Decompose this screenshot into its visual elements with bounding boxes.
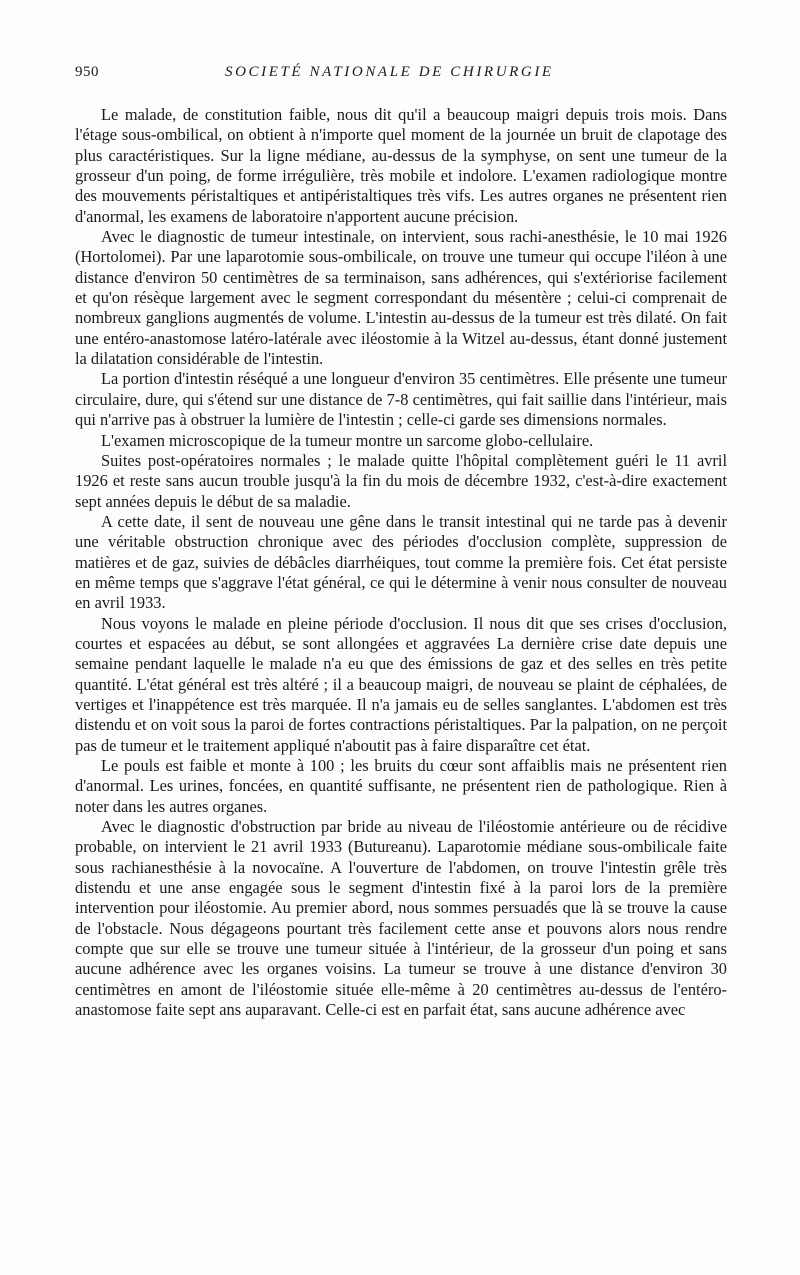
article-body (75, 105, 727, 1020)
paragraph: Le malade, de constitution faible, nous dit qu'il a beaucoup maigri depuis trois mois. Dans l'étage sous-ombilical, on obtient à n'importe quel moment de la journée un bruit de clapotage des plus caractéristiques. Sur la ligne médiane, au-dessus de la symphyse, on sent une tumeur de la grosseur d'un poing, de forme irrégulière, très mobile et indolore. L'examen radiologique montre des mouvements péristaltiques et antipéristaltiques très vifs. Les autres organes ne présentent rien d'anormal, les examens de laboratoire n'apportent aucune précision. (75, 105, 727, 226)
paragraph: A cette date, il sent de nouveau une gêne dans le transit intestinal qui ne tarde pas à devenir une véritable obstruction chronique avec des périodes d'occlusion complète, suppression de matières et de gaz, suivies de débâcles diarrhéiques, tout comme la première fois. Cet état persiste en même temps que s'aggrave l'état général, ce qui le détermine à venir nous consulter de nouveau en avril 1933. (75, 511, 727, 613)
page-number: 950 (75, 64, 99, 80)
paragraph: La portion d'intestin réséqué a une longueur d'environ 35 centimètres. Elle présente une tumeur circulaire, dure, qui s'étend sur une distance de 7-8 centimètres, qui fait saillie dans l'intérieur, mais qui n'arrive pas à obstruer la lumière de l'intestin ; celle-ci garde ses dimensions normales. (75, 369, 727, 430)
paragraph: Suites post-opératoires normales ; le malade quitte l'hôpital complètement guéri le 11 avril 1926 et reste sans aucun trouble jusqu'à la fin du mois de décembre 1932, c'est-à-dire exactement sept années depuis le début de sa maladie. (75, 450, 727, 511)
paragraph: Avec le diagnostic d'obstruction par bride au niveau de l'iléostomie antérieure ou de récidive probable, on intervient le 21 avril 1933 (Butureanu). Laparotomie médiane sous-ombilicale faite sous rachianesthésie à la novocaïne. A l'ouverture de l'abdomen, on trouve l'intestin grêle très distendu et une anse engagée sous le segment d'intestin fixé à la paroi lors de la première intervention pour iléostomie. Au premier abord, nous sommes persuadés que là se trouve la cause de l'obstacle. Nous dégageons pourtant très facilement cette anse et pouvons alors nous rendre compte que sur elle se trouve une tumeur située à l'intérieur, de la grosseur d'un poing et sans aucune adhérence avec les organes voisins. La tumeur se trouve à une distance d'environ 30 centimètres en amont de l'iléostomie située elle-même à 20 centimètres au-dessus de l'entéro-anastomose faite sept ans auparavant. Celle-ci est en parfait état, sans aucune adhérence avec (75, 817, 727, 1020)
paragraph: Nous voyons le malade en pleine période d'occlusion. Il nous dit que ses crises d'occlusion, courtes et espacées au début, se sont allongées et aggravées La dernière crise date depuis une semaine pendant laquelle le malade n'a eu que des émissions de gaz et des selles en très petite quantité. L'état général est très altéré ; il a beaucoup maigri, de nouveau se plaint de céphalées, de vertiges et l'inappétence est très marquée. Il n'a jamais eu de selles sanglantes. L'abdomen est très distendu et on voit sous la paroi de fortes contractions péristaltiques. Par la palpation, on ne perçoit pas de tumeur et le traitement appliqué n'aboutit pas à faire disparaître cet état. (75, 613, 727, 755)
paragraph: L'examen microscopique de la tumeur montre un sarcome globo-cellulaire. (101, 430, 594, 450)
paragraph: Le pouls est faible et monte à 100 ; les bruits du cœur sont affaiblis mais ne présentent rien d'anormal. Les urines, foncées, en quantité suffisante, ne présentent rien de pathologique. Rien à noter dans les autres organes. (75, 756, 727, 816)
journal-title: SOCIETÉ NATIONALE DE CHIRURGIE (225, 64, 554, 80)
running-head (75, 64, 727, 86)
paragraph: Avec le diagnostic de tumeur intestinale, on intervient, sous rachi-anesthésie, le 10 mai 1926 (Hortolomei). Par une laparotomie sous-ombilicale, on trouve une tumeur qui occupe l'iléon à une distance d'environ 50 centimètres de sa terminaison, sans adhérences, qui s'extériorise facilement et qu'on résèque largement avec le segment correspondant du mésentère ; celui-ci comprenait de nombreux ganglions augmentés de volume. L'intestin au-dessus de la tumeur est très dilaté. On fait une entéro-anastomose latéro-latérale avec iléostomie à la Witzel au-dessus, étant donné justement la dilatation considérable de l'intestin. (75, 227, 727, 369)
